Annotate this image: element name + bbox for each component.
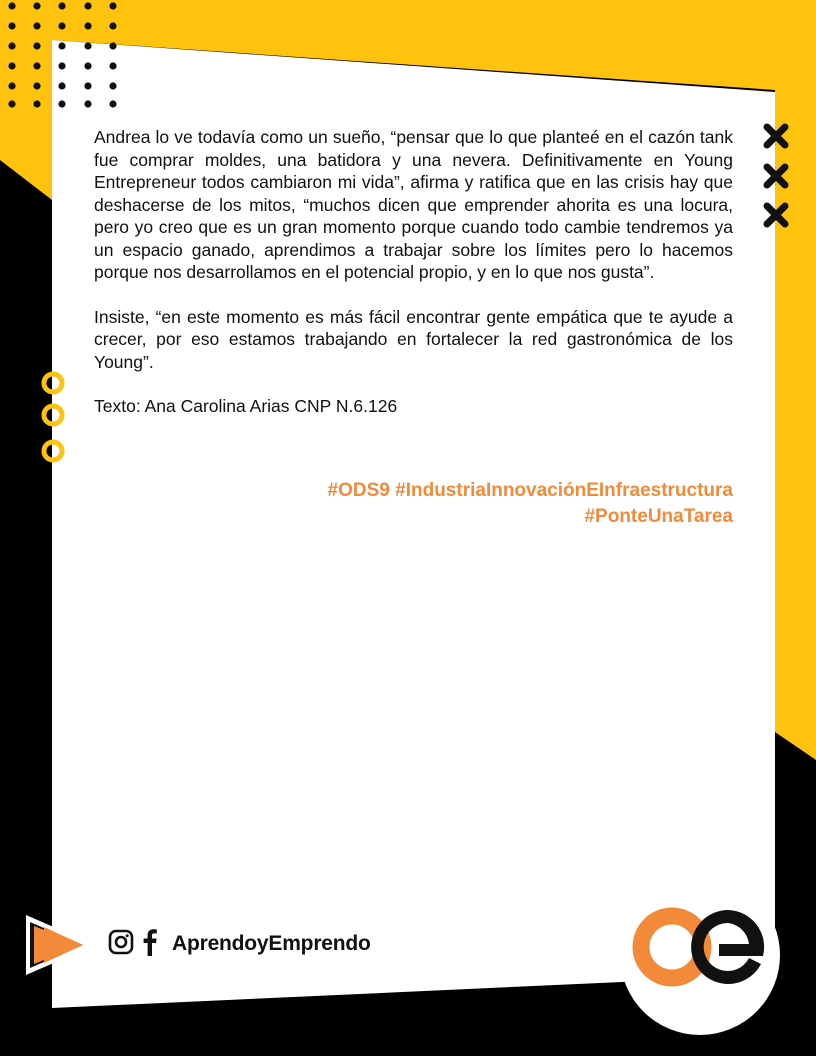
social-footer <box>108 928 371 960</box>
instagram-icon[interactable] <box>108 929 134 960</box>
brand-logo <box>620 875 780 1035</box>
article-body <box>94 126 733 440</box>
author-credit: Texto: Ana Carolina Arias CNP N.6.126 <box>94 396 398 416</box>
paragraph: Andrea lo ve todavía como un sueño, “pensar que lo que planteé en el cazón tank fue comprar moldes, una batidora y una nevera. Definitivamente en Young Entrepreneur todos cambiaron mi vida”, afirma y ratifica que en las crisis hay que deshacerse de los mitos, “muchos dicen que emprender ahorita es una locura, pero yo creo que es un gran momento porque cuando todo cambie tendremos ya un espacio ganado, aprendimos a trabajar sobre los límites pero lo hacemos porque nos desarrollamos en el potencial propio, y en lo que nos gusta”. <box>94 127 733 282</box>
facebook-icon[interactable] <box>142 928 158 961</box>
hashtag-line <box>94 478 733 504</box>
hashtag-industria[interactable]: #IndustriaInnovaciónEInfraestructura <box>395 480 733 501</box>
hashtag-line <box>94 504 733 530</box>
hashtag-ods9[interactable]: #ODS9 <box>327 480 390 501</box>
paragraph: Insiste, “en este momento es más fácil encontrar gente empática que te ayude a crecer, por eso estamos trabajando en fortalecer la red gastronómica de los Young”. <box>94 306 733 372</box>
hashtag-ponteunatarea[interactable]: #PonteUnaTarea <box>584 506 733 527</box>
hashtag-block <box>94 478 733 530</box>
social-handle[interactable]: AprendoyEmprendo <box>172 932 371 955</box>
